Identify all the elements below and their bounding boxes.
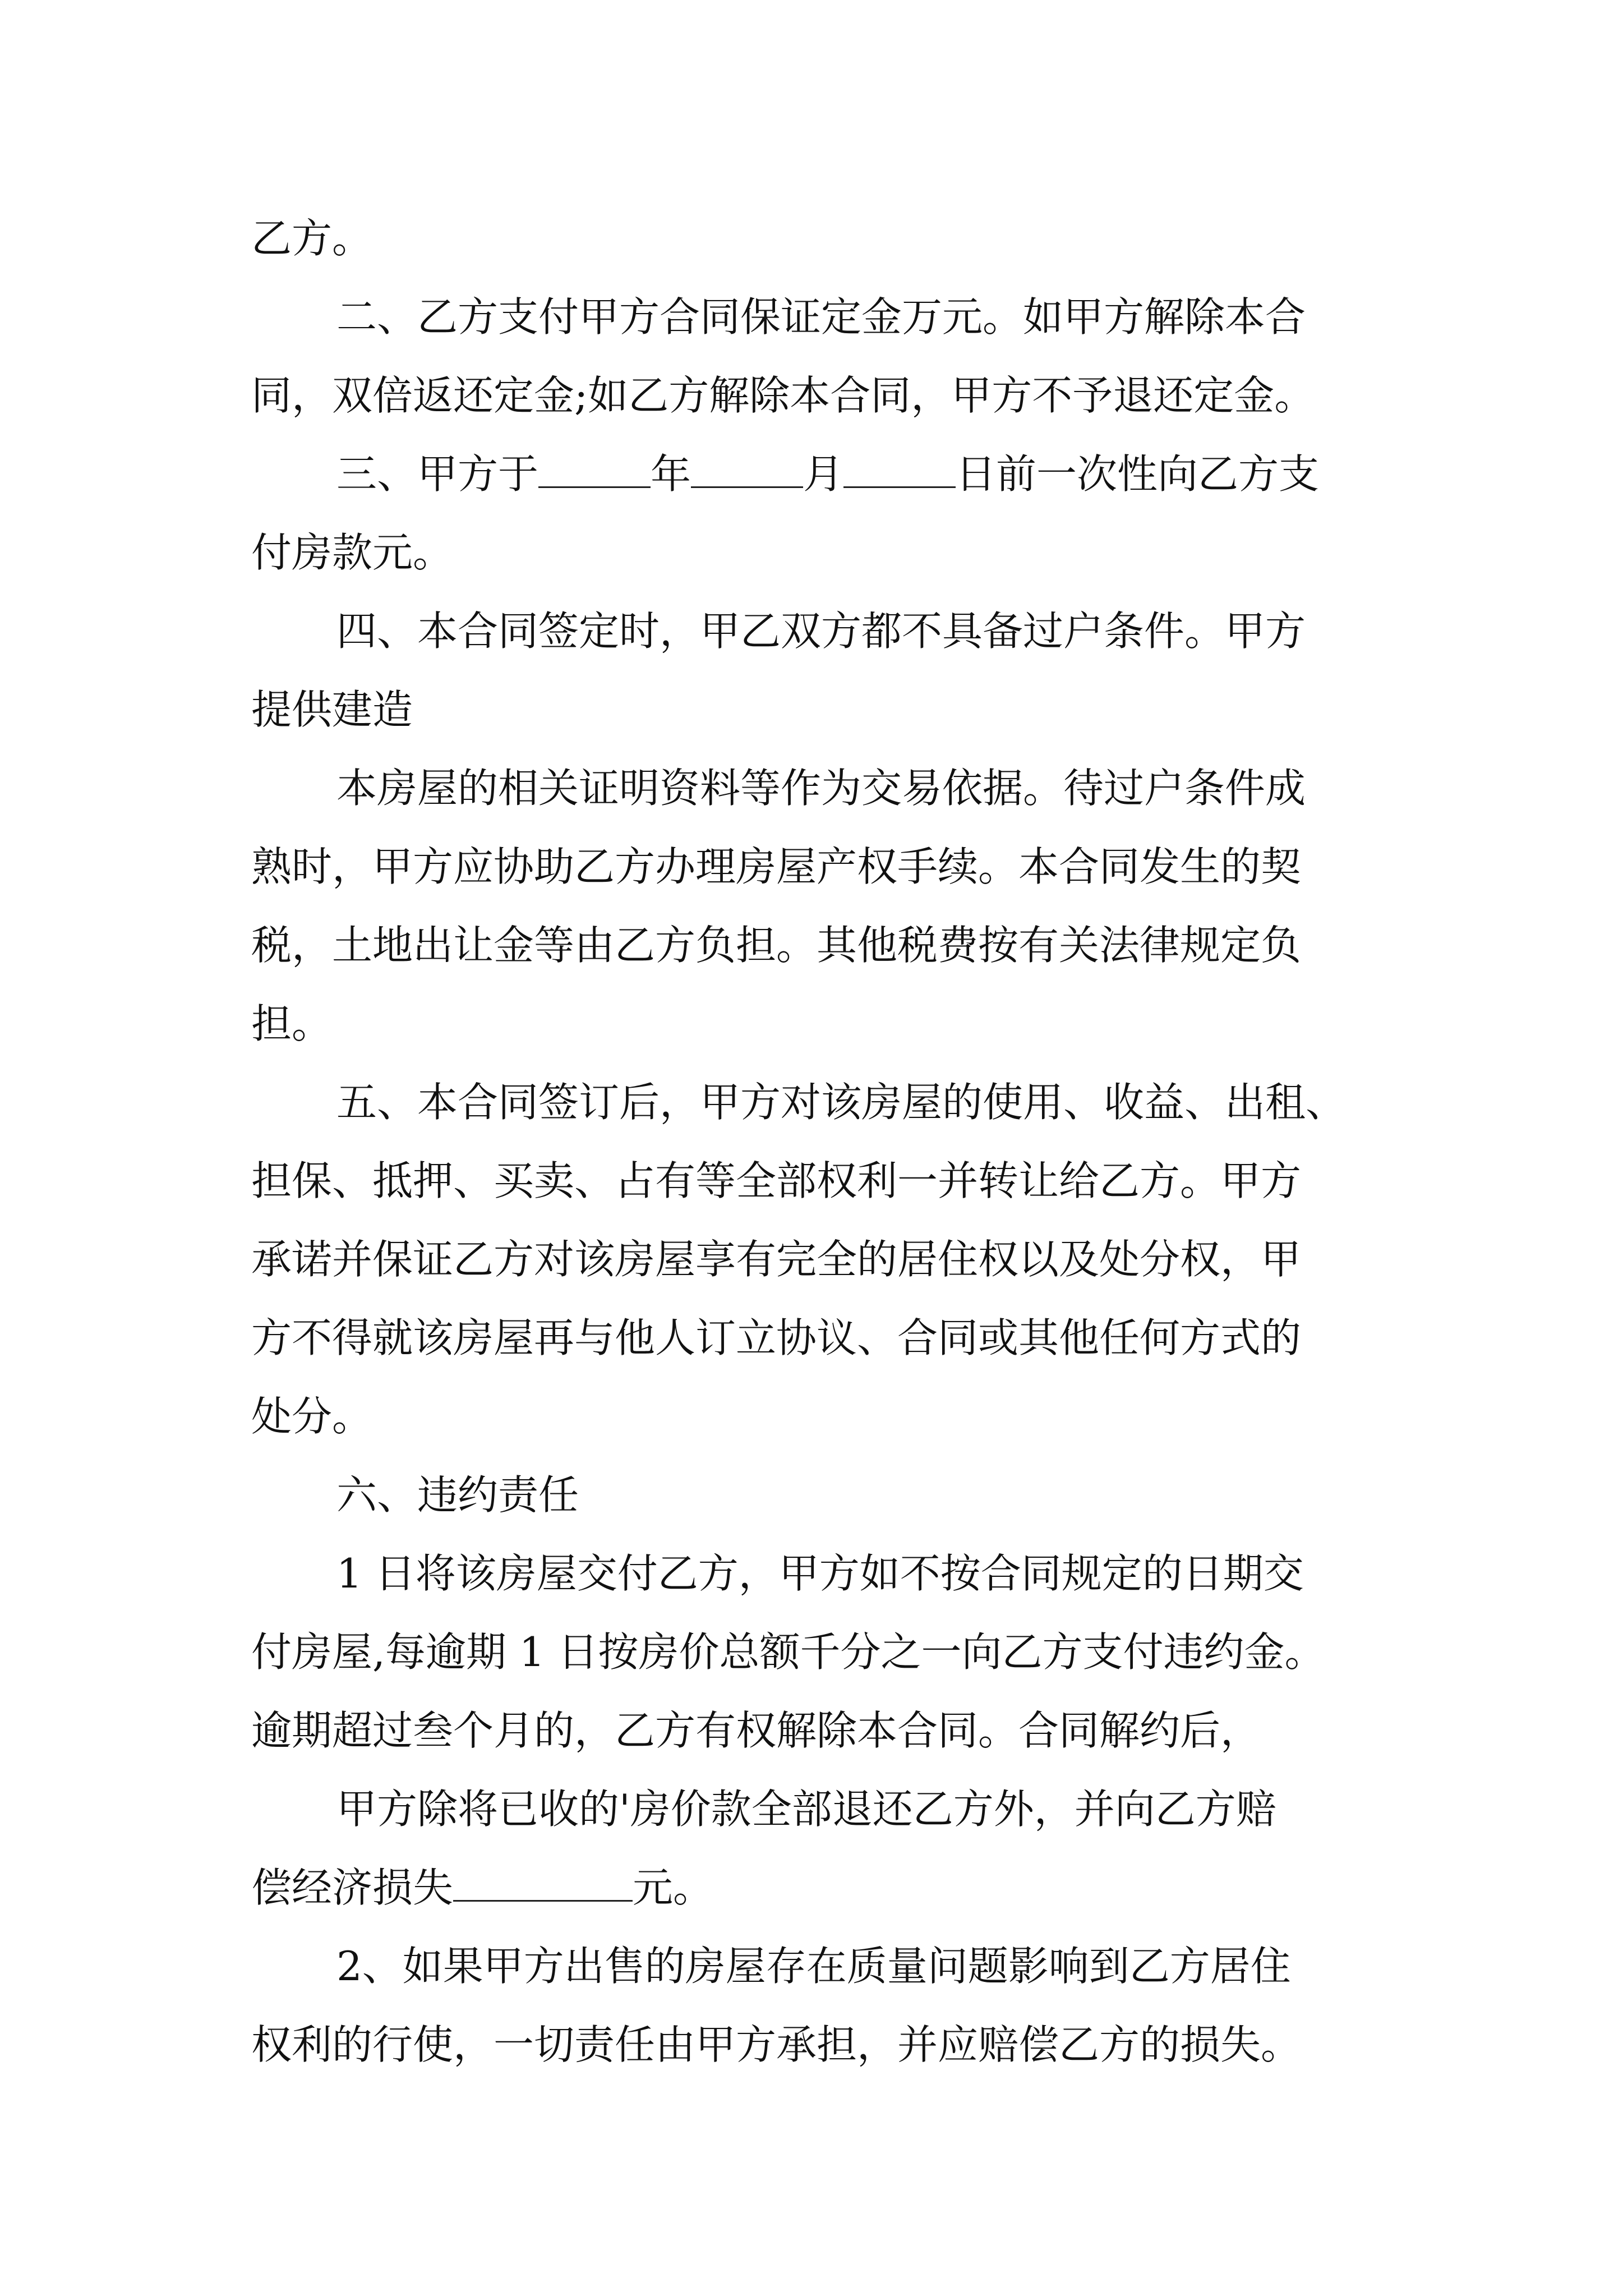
clause-3-line-2: 付房款元。 [251,529,454,576]
clause-5-line-5: 处分。 [251,1393,373,1440]
compensation-amount-blank [453,1865,633,1902]
clause-4-para-2-line-2: 熟时，甲方应协助乙方办理房屋产权手续。本合同发生的契 [251,843,1302,890]
clause-3-line-1 [336,446,1402,502]
clause-6-1-para-2-line-2 [251,1860,1401,1916]
clause-4-para-2-line-3: 税，土地出让金等由乙方负担。其他税费按有关法律规定负 [251,922,1302,969]
clause-6-1-line-3: 逾期超过叁个月的，乙方有权解除本合同。合同解约后， [251,1707,1261,1754]
clause-4-para-2-line-4: 担。 [251,1000,333,1047]
clause-2-line-1: 二、乙方支付甲方合同保证定金万元。如甲方解除本合 [336,293,1306,341]
clause-6-1-line-2: 付房屋,每逾期 1 日按房价总额千分之一向乙方支付违约金。 [251,1628,1325,1676]
clause-3-text-b: 日前一次性向乙方支 [956,450,1320,498]
clause-6-1-para-2-line-1: 甲方除将已收的'房价款全部退还乙方外，并向乙方赔 [336,1786,1276,1833]
clause-4-para-2-line-1: 本房屋的相关证明资料等作为交易依据。待过户条件成 [336,765,1306,812]
clause-5-line-4: 方不得就该房屋再与他人订立协议、合同或其他任何方式的 [251,1314,1302,1361]
clause-2-line-2: 同，双倍返还定金;如乙方解除本合同，甲方不予退还定金。 [251,372,1315,419]
clause-4-line-2: 提供建造 [251,686,413,733]
day-blank [843,452,956,488]
clause-5-line-3: 承诺并保证乙方对该房屋享有完全的居住权以及处分权，甲 [251,1236,1302,1283]
clause-6-2-line-1: 2、如果甲方出售的房屋存在质量问题影响到乙方居住 [336,1943,1291,1990]
compensation-unit: 元。 [633,1864,714,1911]
text-line: 乙方。 [251,215,373,262]
clause-6-2-line-2: 权利的行使，一切责任由甲方承担，并应赔偿乙方的损失。 [251,2021,1302,2068]
month-blank [691,452,803,488]
year-blank [538,452,651,488]
clause-6-1-line-1: 1 日将该房屋交付乙方，甲方如不按合同规定的日期交 [336,1550,1304,1597]
clause-3-text-a: 三、甲方于 [336,450,539,498]
compensation-text: 偿经济损失 [251,1864,454,1911]
clause-5-line-1: 五、本合同签订后，甲方对该房屋的使用、收益、出租、 [336,1079,1347,1126]
clause-3-text-year: 年 [651,450,691,498]
clause-3-text-month: 月 [803,450,844,498]
clause-5-line-2: 担保、抵押、买卖、占有等全部权利一并转让给乙方。甲方 [251,1157,1302,1204]
clause-6-heading: 六、违约责任 [336,1471,579,1519]
clause-4-line-1: 四、本合同签定时，甲乙双方都不具备过户条件。甲方 [336,608,1306,655]
